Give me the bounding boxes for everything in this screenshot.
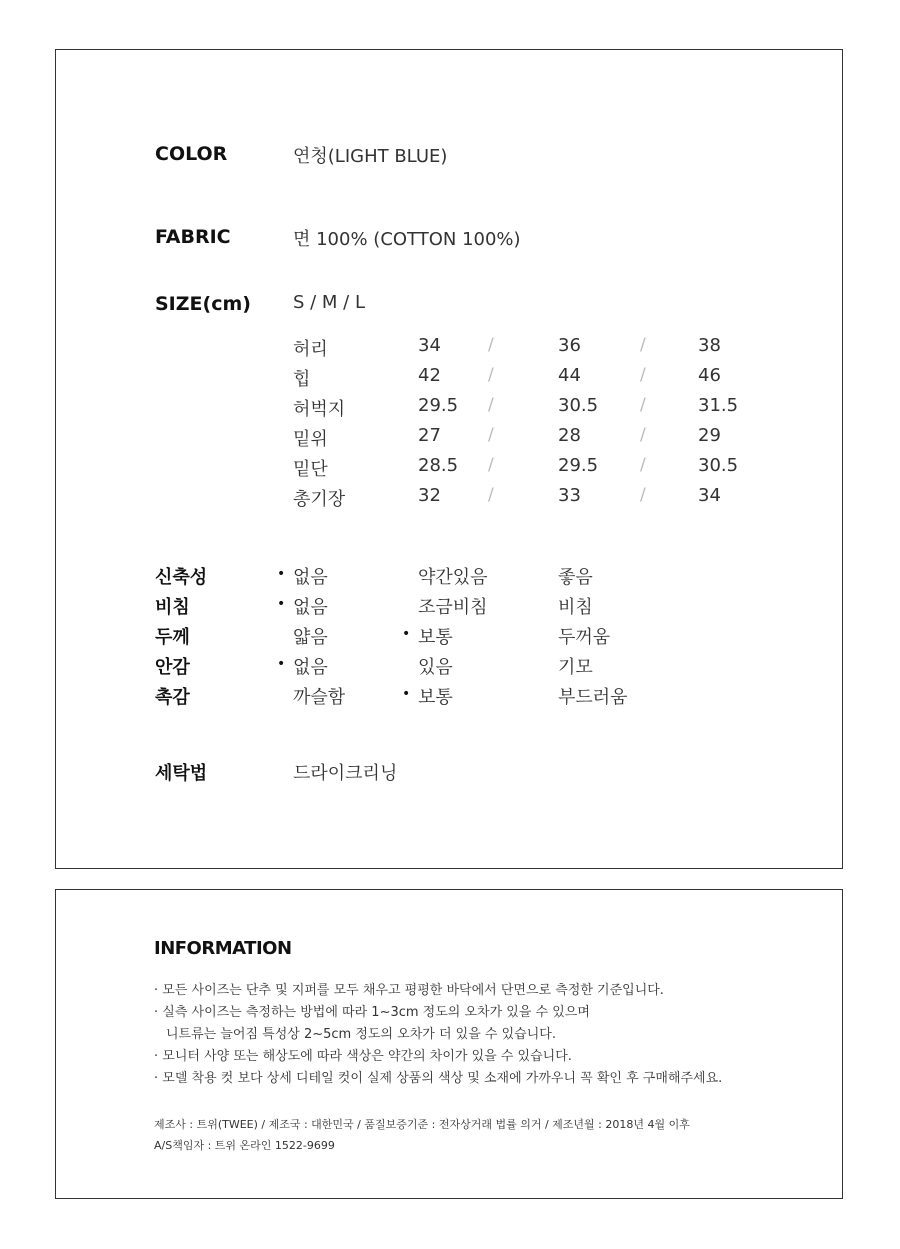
size-separator: / — [640, 485, 646, 505]
size-value-l: 46 — [698, 365, 721, 386]
information-title: INFORMATION — [154, 938, 292, 959]
size-separator: / — [488, 425, 494, 445]
attribute-label: 촉감 — [155, 687, 190, 708]
attribute-option: 보통 — [418, 627, 453, 648]
size-separator: / — [640, 365, 646, 385]
attribute-option: 얇음 — [293, 627, 328, 648]
info-note: 니트류는 늘어짐 특성상 2~5cm 정도의 오차가 더 있을 수 있습니다. — [166, 1027, 556, 1042]
size-value-l: 29 — [698, 425, 721, 446]
selected-bullet-icon: • — [402, 686, 411, 702]
wash-value: 드라이크리닝 — [293, 763, 398, 784]
size-value-m: 30.5 — [558, 395, 599, 416]
attribute-option: 조금비침 — [418, 597, 488, 618]
attribute-option: 약간있음 — [418, 567, 488, 588]
attribute-option: 없음 — [293, 657, 328, 678]
attribute-option: 좋음 — [558, 567, 593, 588]
size-separator: / — [488, 395, 494, 415]
manufacturer-info: 제조사 : 트위(TWEE) / 제조국 : 대한민국 / 품질보증기준 : 전자상거래 법률 의거 / 제조년월 : 2018년 4월 이후 — [154, 1118, 690, 1131]
selected-bullet-icon: • — [277, 566, 286, 582]
size-value-m: 33 — [558, 485, 581, 506]
color-label: COLOR — [155, 143, 228, 165]
selected-bullet-icon: • — [277, 596, 286, 612]
size-separator: / — [640, 425, 646, 445]
size-row-label: 힙 — [293, 369, 311, 390]
size-value-l: 38 — [698, 335, 721, 356]
attribute-option: 비침 — [558, 597, 593, 618]
size-row-label: 밑단 — [293, 459, 328, 480]
size-separator: / — [640, 395, 646, 415]
info-note: · 실측 사이즈는 측정하는 방법에 따라 1~3cm 정도의 오차가 있을 수 있으며 — [154, 1005, 590, 1020]
size-separator: / — [488, 485, 494, 505]
attribute-option: 까슬함 — [293, 687, 346, 708]
attribute-option: 부드러움 — [558, 687, 628, 708]
attribute-option: 보통 — [418, 687, 453, 708]
size-label: SIZE(cm) — [155, 293, 251, 315]
as-contact-info: A/S책임자 : 트위 온라인 1522-9699 — [154, 1139, 335, 1152]
attribute-label: 안감 — [155, 657, 190, 678]
fabric-value: 면 100% (COTTON 100%) — [293, 229, 521, 250]
info-note: · 모니터 사양 또는 해상도에 따라 색상은 약간의 차이가 있을 수 있습니다. — [154, 1049, 572, 1064]
size-value-s: 34 — [418, 335, 441, 356]
color-value: 연청(LIGHT BLUE) — [293, 146, 448, 167]
size-value-l: 30.5 — [698, 455, 739, 476]
attribute-option: 없음 — [293, 597, 328, 618]
size-value-s: 32 — [418, 485, 441, 506]
info-note: · 모델 착용 컷 보다 상세 디테일 컷이 실제 상품의 색상 및 소재에 가까우니 꼭 확인 후 구매해주세요. — [154, 1071, 723, 1086]
size-value-m: 29.5 — [558, 455, 599, 476]
size-value-l: 34 — [698, 485, 721, 506]
size-options: S / M / L — [293, 292, 365, 313]
info-note: · 모든 사이즈는 단추 및 지퍼를 모두 채우고 평평한 바닥에서 단면으로 측정한 기준입니다. — [154, 983, 664, 998]
size-value-s: 27 — [418, 425, 441, 446]
size-row-label: 허벅지 — [293, 399, 346, 420]
attribute-label: 비침 — [155, 597, 190, 618]
size-value-s: 28.5 — [418, 455, 459, 476]
attribute-label: 신축성 — [155, 567, 208, 588]
size-value-m: 36 — [558, 335, 581, 356]
attribute-option: 없음 — [293, 567, 328, 588]
size-row-label: 밑위 — [293, 429, 328, 450]
size-separator: / — [640, 455, 646, 475]
size-row-label: 총기장 — [293, 489, 346, 510]
size-separator: / — [640, 335, 646, 355]
information-panel — [55, 889, 843, 1199]
attribute-label: 두께 — [155, 627, 190, 648]
size-value-s: 42 — [418, 365, 441, 386]
size-value-m: 44 — [558, 365, 581, 386]
size-separator: / — [488, 335, 494, 355]
size-value-l: 31.5 — [698, 395, 739, 416]
size-value-s: 29.5 — [418, 395, 459, 416]
size-row-label: 허리 — [293, 339, 328, 360]
size-separator: / — [488, 455, 494, 475]
product-spec-panel — [55, 49, 843, 869]
attribute-option: 있음 — [418, 657, 453, 678]
wash-label: 세탁법 — [155, 763, 208, 784]
attribute-option: 두꺼움 — [558, 627, 611, 648]
fabric-label: FABRIC — [155, 226, 231, 248]
attribute-option: 기모 — [558, 657, 593, 678]
selected-bullet-icon: • — [402, 626, 411, 642]
selected-bullet-icon: • — [277, 656, 286, 672]
size-separator: / — [488, 365, 494, 385]
size-value-m: 28 — [558, 425, 581, 446]
